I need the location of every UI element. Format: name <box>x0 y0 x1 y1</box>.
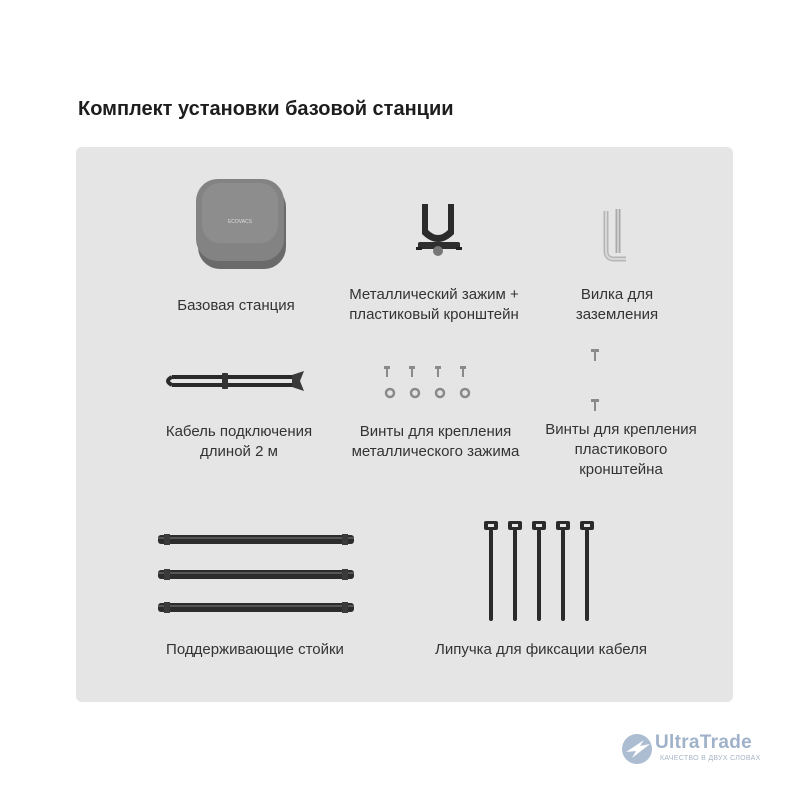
velcro-ties-item <box>481 519 601 624</box>
ground-fork-icon <box>596 207 636 267</box>
device-logo: ECOVACS <box>227 219 253 225</box>
clamp-screws-label-line-1: Винты для крепления <box>359 423 512 440</box>
clamp-screws-item <box>376 362 486 402</box>
cable-label-line-1: Кабель подключения <box>165 423 313 440</box>
ground-fork-label-line-2: заземления <box>575 306 659 323</box>
ground-fork-label-line-1: Вилка для <box>580 286 654 303</box>
cable-label-line-2: длиной 2 м <box>200 443 278 460</box>
base-station-label: Базовая станция <box>177 297 295 314</box>
metal-clamp-icon <box>414 202 464 262</box>
base-station-icon <box>194 177 294 272</box>
cable-item <box>162 367 312 397</box>
ultratrade-watermark <box>620 728 770 776</box>
clamp-screws-icon <box>376 362 486 402</box>
page-title: Комплект установки базовой станции <box>78 98 454 120</box>
velcro-ties-label: Липучка для фиксации кабеля <box>434 641 648 658</box>
support-rods-label: Поддерживающие стойки <box>166 641 344 658</box>
bracket-screws-item <box>586 347 606 417</box>
bracket-screws-label-line-1: Винты для крепления <box>545 421 697 438</box>
ground-fork-label <box>546 285 688 325</box>
cable-icon <box>162 367 312 397</box>
velcro-ties-icon <box>481 519 601 624</box>
bracket-screws-icon <box>586 347 606 417</box>
ultratrade-logo-icon <box>620 732 654 766</box>
clamp-screws-label-line-2: металлического зажима <box>351 443 520 460</box>
watermark-name: UltraTrade <box>655 732 752 753</box>
metal-clamp-item <box>414 202 464 262</box>
cable-label <box>144 422 334 462</box>
metal-clamp-label <box>324 285 544 325</box>
bracket-screws-label <box>531 420 711 480</box>
watermark-tagline: КАЧЕСТВО В ДВУХ СЛОВАХ <box>660 755 761 762</box>
metal-clamp-label-line-1: Металлический зажим + <box>349 286 519 303</box>
bracket-screws-label-line-2: пластикового <box>574 441 668 458</box>
support-rods-item <box>156 530 356 615</box>
support-rods-icon <box>156 530 356 615</box>
metal-clamp-label-line-2: пластиковый кронштейн <box>349 306 519 323</box>
base-station-item <box>194 177 294 272</box>
clamp-screws-label <box>328 422 543 462</box>
kit-panel <box>76 147 733 702</box>
ground-fork-item <box>596 207 636 267</box>
bracket-screws-label-line-3: кронштейна <box>579 461 663 478</box>
